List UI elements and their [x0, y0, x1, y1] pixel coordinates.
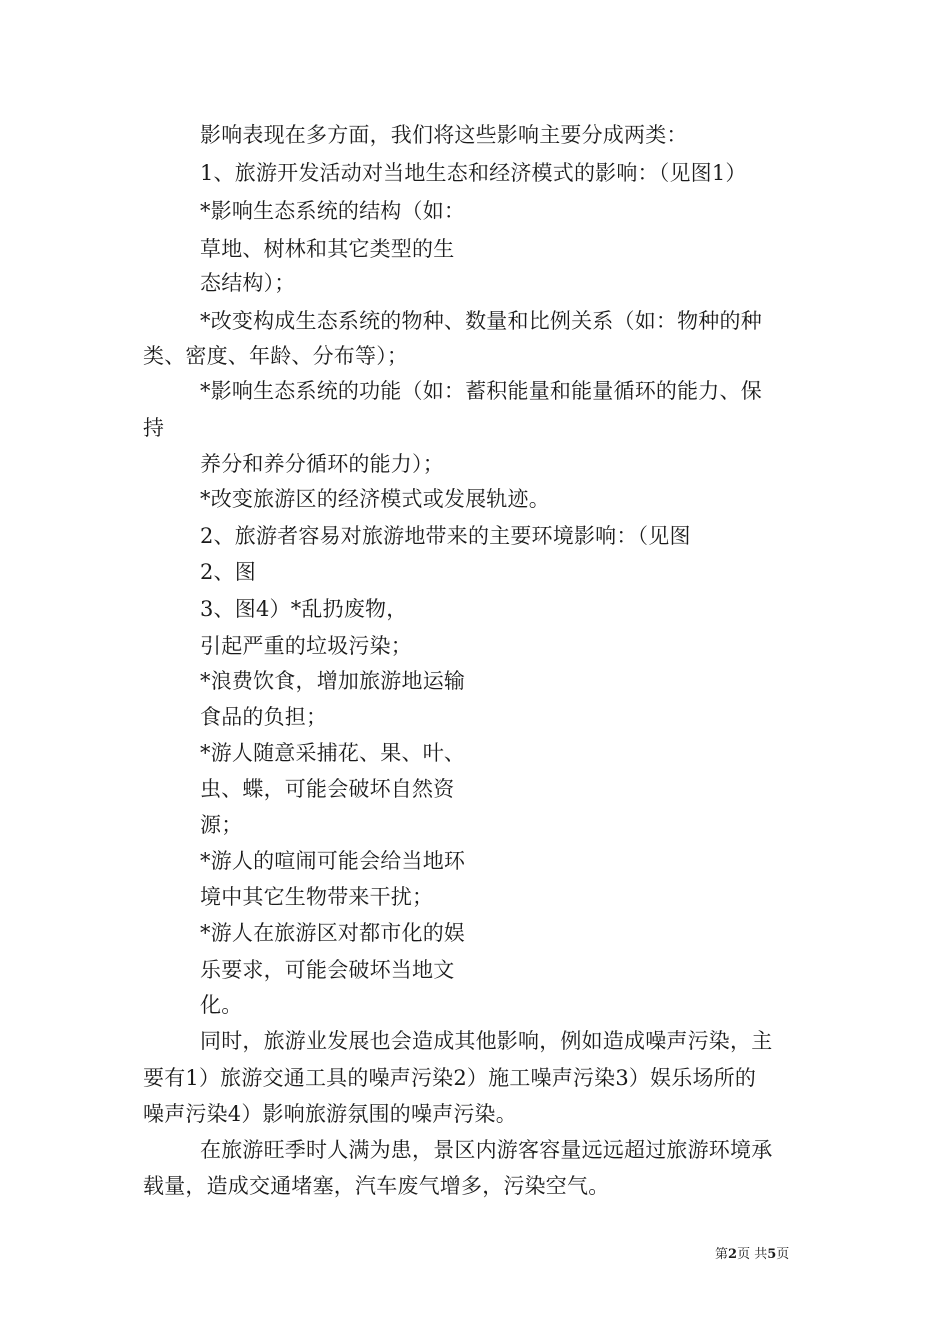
- paragraph-line: *改变构成生态系统的物种、数量和比例关系（如：物种的种: [200, 309, 762, 333]
- footer-middle: 页 共: [737, 1247, 768, 1262]
- paragraph-line: 引起严重的垃圾污染；: [200, 634, 412, 658]
- paragraph-line: 草地、树林和其它类型的生: [200, 237, 455, 261]
- paragraph-line: 化。: [200, 993, 243, 1017]
- paragraph-line: 养分和养分循环的能力）；: [200, 452, 444, 476]
- paragraph-line: 3、图4）*乱扔废物，: [200, 597, 408, 621]
- paragraph-line: *浪费饮食，增加旅游地运输: [200, 669, 466, 693]
- paragraph-line: 态结构）；: [200, 271, 296, 295]
- paragraph-line: 源；: [200, 813, 243, 837]
- paragraph-line: 境中其它生物带来干扰；: [200, 885, 434, 909]
- paragraph-line: 噪声污染4）影响旅游氛围的噪声污染。: [143, 1102, 517, 1126]
- paragraph-line: *游人随意采捕花、果、叶、: [200, 741, 466, 765]
- paragraph-line: *影响生态系统的结构（如：: [200, 199, 466, 223]
- paragraph-line: 同时，旅游业发展也会造成其他影响，例如造成噪声污染，主: [200, 1029, 773, 1053]
- paragraph-line: 食品的负担；: [200, 705, 328, 729]
- paragraph-line: *影响生态系统的功能（如：蓄积能量和能量循环的能力、保: [200, 379, 762, 403]
- paragraph-line: *游人的喧闹可能会给当地环: [200, 849, 466, 873]
- paragraph-line: 乐要求，可能会破坏当地文: [200, 958, 455, 982]
- paragraph-line: 在旅游旺季时人满为患，景区内游客容量远远超过旅游环境承: [200, 1138, 773, 1162]
- page-footer: [715, 1245, 789, 1265]
- paragraph-line: 虫、蝶，可能会破坏自然资: [200, 777, 455, 801]
- current-page-number: 2: [728, 1247, 738, 1262]
- paragraph-line: 持: [143, 416, 165, 440]
- paragraph-line: 影响表现在多方面，我们将这些影响主要分成两类：: [200, 123, 688, 147]
- footer-suffix: 页: [776, 1247, 790, 1262]
- paragraph-line: *改变旅游区的经济模式或发展轨迹。: [200, 487, 550, 511]
- paragraph-line: 要有1）旅游交通工具的噪声污染2）施工噪声污染3）娱乐场所的: [143, 1066, 757, 1090]
- paragraph-line: 类、密度、年龄、分布等）；: [143, 344, 409, 368]
- paragraph-line: 1、旅游开发活动对当地生态和经济模式的影响：（见图1）: [200, 161, 747, 185]
- footer-prefix: 第: [715, 1247, 729, 1262]
- paragraph-line: 载量，造成交通堵塞，汽车废气增多，污染空气。: [143, 1174, 610, 1198]
- total-page-count: 5: [767, 1247, 777, 1262]
- paragraph-line: 2、图: [200, 560, 256, 584]
- paragraph-line: *游人在旅游区对都市化的娱: [200, 921, 466, 945]
- paragraph-line: 2、旅游者容易对旅游地带来的主要环境影响：（见图: [200, 524, 691, 548]
